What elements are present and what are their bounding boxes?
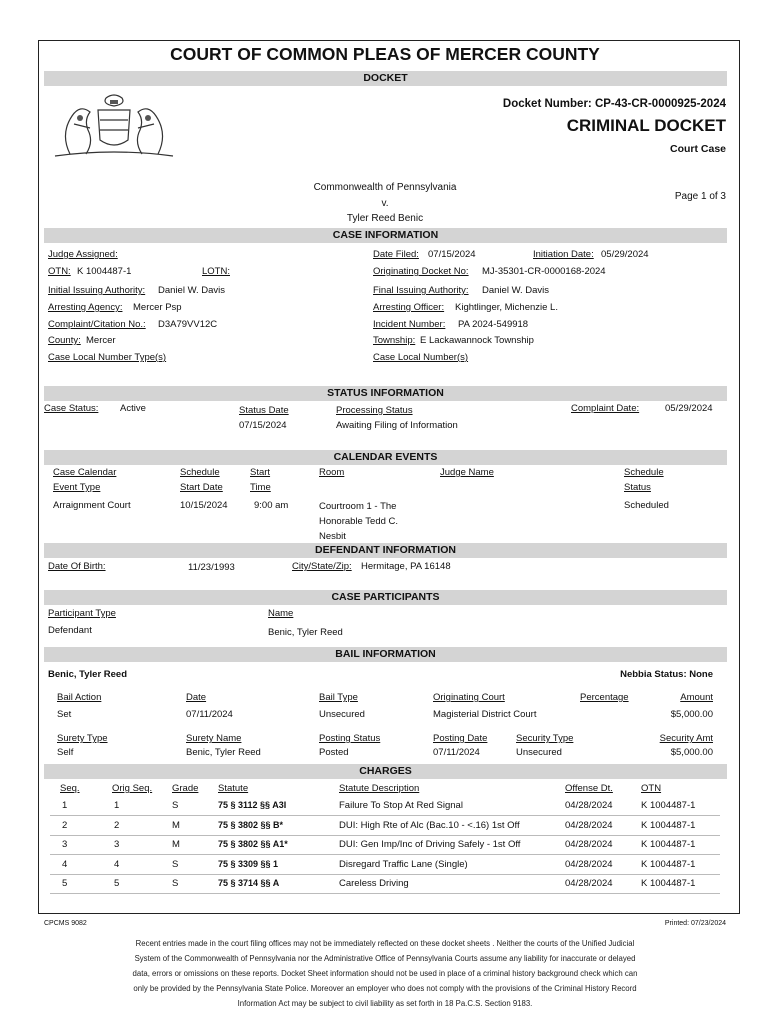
cal-room-3: Nesbit: [319, 531, 346, 542]
cal-room-2: Honorable Tedd C.: [319, 516, 399, 527]
case-status-value: Active: [120, 403, 146, 414]
charge-row-divider: [50, 854, 720, 855]
date-filed-value: 07/15/2024: [428, 249, 476, 260]
participants-bar: CASE PARTICIPANTS: [44, 590, 727, 605]
initiation-value: 05/29/2024: [601, 249, 649, 260]
court-case: Court Case: [669, 143, 726, 155]
township-label: Township:: [373, 335, 416, 346]
cal-h-start-1: Start: [250, 467, 271, 478]
bail-h-security-amt: Security Amt: [659, 733, 713, 744]
cal-status: Scheduled: [624, 500, 669, 511]
processing-label: Processing Status: [336, 405, 413, 416]
case-info-bar: CASE INFORMATION: [44, 228, 727, 243]
charge-orig: 3: [114, 839, 120, 850]
bail-h-date: Date: [186, 692, 207, 703]
cal-time: 9:00 am: [254, 500, 289, 511]
charge-seq: 2: [62, 819, 68, 831]
charges-h-otn: OTN: [641, 783, 662, 794]
charge-seq: 4: [62, 858, 68, 870]
bail-surety-name: Benic, Tyler Reed: [186, 747, 261, 758]
bail-h-security-type: Security Type: [516, 733, 574, 744]
charge-grade: S: [172, 858, 179, 870]
charge-row-divider: [50, 835, 720, 836]
county-value: Mercer: [86, 335, 116, 346]
charges-h-grade: Grade: [172, 783, 199, 794]
judge-label: Judge Assigned:: [48, 249, 118, 260]
status-date-value: 07/15/2024: [239, 420, 287, 431]
cal-h-judge: Judge Name: [440, 467, 494, 478]
bail-posting-status: Posted: [319, 747, 349, 758]
caption-line1: Commonwealth of Pennsylvania: [313, 182, 457, 193]
footer-line: only be provided by the Pennsylvania State Police. Moreover an employer who does not comply with the provisions of the Criminal History Record: [133, 984, 637, 993]
final-auth-value: Daniel W. Davis: [482, 285, 550, 296]
bail-surety-type: Self: [57, 747, 74, 758]
charge-grade: S: [172, 800, 179, 811]
docket-number: Docket Number: CP-43-CR-0000925-2024: [502, 98, 726, 110]
bail-h-posting-status: Posting Status: [319, 733, 381, 744]
charge-row-divider: [50, 893, 720, 894]
cal-room-1: Courtroom 1 - The: [319, 501, 397, 512]
calendar-bar: CALENDAR EVENTS: [44, 450, 727, 465]
cal-start-date: 10/15/2024: [180, 500, 228, 511]
dob-label: Date Of Birth:: [48, 561, 106, 572]
footer-form: CPCMS 9082: [44, 920, 87, 927]
charge-grade: M: [172, 819, 180, 831]
charge-statute: 75 § 3112 §§ A3I: [218, 800, 287, 810]
charges-h-statute: Statute: [218, 783, 249, 794]
status-info-bar: STATUS INFORMATION: [44, 386, 727, 401]
cal-h-room: Room: [319, 467, 345, 478]
arresting-officer-label: Arresting Officer:: [373, 302, 445, 313]
local-type-label: Case Local Number Type(s): [48, 352, 167, 363]
initiation-label: Initiation Date:: [533, 249, 594, 260]
cal-h-event-2: Event Type: [53, 482, 101, 493]
local-numbers-label: Case Local Number(s): [373, 352, 469, 363]
charges-bar: CHARGES: [44, 764, 727, 779]
city-label: City/State/Zip:: [292, 561, 352, 572]
bail-action: Set: [57, 709, 72, 720]
charge-statute: 75 § 3802 §§ B*: [218, 819, 284, 830]
charge-statute: 75 § 3802 §§ A1*: [218, 839, 288, 849]
otn-label: OTN:: [48, 266, 71, 277]
date-filed-label: Date Filed:: [373, 249, 419, 260]
charge-otn: K 1004487-1: [641, 878, 696, 889]
docket-bar: DOCKET: [44, 71, 727, 86]
charge-date: 04/28/2024: [565, 858, 613, 870]
complaint-date-label: Complaint Date:: [571, 403, 640, 414]
charge-orig: 5: [114, 878, 120, 889]
participant-type-value: Defendant: [48, 625, 92, 636]
bail-h-type: Bail Type: [319, 692, 358, 703]
charge-grade: M: [172, 839, 180, 850]
complaint-value: D3A79VV12C: [158, 319, 218, 330]
charge-row-divider: [50, 815, 720, 816]
charges-h-desc: Statute Description: [339, 783, 420, 794]
caption-line3: Tyler Reed Benic: [346, 213, 424, 224]
charge-desc: Disregard Traffic Lane (Single): [339, 858, 468, 870]
charge-date: 04/28/2024: [565, 819, 613, 831]
charge-date: 04/28/2024: [565, 839, 613, 850]
charge-grade: S: [172, 878, 179, 889]
arresting-agency-label: Arresting Agency:: [48, 302, 123, 313]
caption-v: v.: [381, 198, 389, 209]
charge-statute: 75 § 3714 §§ A: [218, 878, 280, 888]
cal-h-event-1: Case Calendar: [53, 467, 117, 478]
cal-h-status-2: Status: [624, 482, 651, 493]
bail-h-amount: Amount: [680, 692, 713, 703]
charge-otn: K 1004487-1: [641, 839, 696, 850]
bail-h-court: Originating Court: [433, 692, 505, 703]
charge-otn: K 1004487-1: [641, 819, 696, 831]
status-date-label: Status Date: [239, 405, 289, 416]
bail-amount: $5,000.00: [670, 709, 713, 720]
charge-desc: Failure To Stop At Red Signal: [339, 800, 463, 811]
township-value: E Lackawannock Township: [420, 335, 534, 346]
footer-line: Recent entries made in the court filing offices may not be immediately reflected on these docket sheets . Neither the courts of the Unified Judicial: [135, 939, 635, 948]
complaint-label: Complaint/Citation No.:: [48, 319, 146, 330]
page-indicator: Page 1 of 3: [674, 191, 726, 202]
nebbia-status: Nebbia Status: None: [620, 669, 713, 680]
cal-h-start-2: Time: [250, 482, 271, 493]
arresting-officer-value: Kightlinger, Michenzie L.: [455, 302, 558, 313]
bail-h-surety-name: Surety Name: [186, 733, 242, 744]
orig-docket-label: Originating Docket No:: [373, 266, 469, 277]
bail-court: Magisterial District Court: [433, 709, 537, 720]
charges-h-seq: Seq.: [60, 783, 80, 794]
arresting-agency-value: Mercer Psp: [133, 302, 182, 313]
charge-date: 04/28/2024: [565, 800, 613, 811]
footer-line: System of the Commonwealth of Pennsylvania nor the Administrative Office of Pennsylvania Courts assume any liability for inaccurate or delayed: [134, 954, 636, 963]
footer-disclaimer: [80, 936, 690, 1011]
charge-statute: 75 § 3309 §§ 1: [218, 858, 279, 869]
incident-value: PA 2024-549918: [458, 319, 529, 330]
bail-date: 07/11/2024: [186, 709, 233, 720]
orig-docket-value: MJ-35301-CR-0000168-2024: [482, 266, 606, 277]
case-status-label: Case Status:: [44, 403, 99, 414]
charge-seq: 5: [62, 878, 68, 889]
footer-line: data, errors or omissions on these reports. Docket Sheet information should not be used in place of a criminal history background check which can: [132, 969, 638, 978]
incident-label: Incident Number:: [373, 319, 446, 330]
bail-bar: BAIL INFORMATION: [44, 647, 727, 662]
charges-h-orig: Orig Seq.: [112, 783, 153, 794]
pennsylvania-seal-icon: [50, 94, 178, 160]
charge-row-divider: [50, 874, 720, 875]
charge-orig: 1: [114, 800, 120, 811]
processing-value: Awaiting Filing of Information: [336, 420, 458, 431]
charge-orig: 2: [114, 819, 120, 831]
initial-auth-label: Initial Issuing Authority:: [48, 285, 146, 296]
charge-desc: DUI: High Rte of Alc (Bac.10 - <.16) 1st Off: [339, 819, 520, 831]
final-auth-label: Final Issuing Authority:: [373, 285, 469, 296]
lotn-label: LOTN:: [202, 266, 230, 277]
bail-security-type: Unsecured: [516, 747, 562, 758]
charge-seq: 1: [62, 800, 68, 811]
footer-printed: Printed: 07/23/2024: [664, 920, 726, 927]
charges-h-offense: Offense Dt.: [565, 783, 613, 794]
charge-desc: DUI: Gen Imp/Inc of Driving Safely - 1st Off: [339, 839, 521, 850]
participant-name-value: Benic, Tyler Reed: [268, 627, 343, 638]
charge-otn: K 1004487-1: [641, 800, 696, 811]
charge-date: 04/28/2024: [565, 878, 613, 889]
bail-security-amt: $5,000.00: [670, 747, 713, 758]
bail-type: Unsecured: [319, 709, 365, 720]
cal-h-status-1: Schedule: [624, 467, 664, 478]
complaint-date-value: 05/29/2024: [665, 403, 713, 414]
charge-orig: 4: [114, 858, 120, 870]
doc-type: CRIMINAL DOCKET: [566, 116, 726, 135]
initial-auth-value: Daniel W. Davis: [158, 285, 226, 296]
bail-h-surety-type: Surety Type: [57, 733, 108, 744]
charge-desc: Careless Driving: [339, 878, 409, 889]
bail-posting-date: 07/11/2024: [433, 747, 480, 758]
city-value: Hermitage, PA 16148: [361, 561, 451, 572]
footer-line: Information Act may be subject to civil liability as set forth in 18 Pa.C.S. Section 9183.: [237, 999, 533, 1008]
bail-person: Benic, Tyler Reed: [48, 669, 128, 680]
cal-event: Arraignment Court: [53, 500, 131, 511]
cal-h-sched-1: Schedule: [180, 467, 220, 478]
charge-seq: 3: [62, 839, 68, 850]
bail-h-pct: Percentage: [580, 692, 629, 703]
otn-value: K 1004487-1: [77, 266, 132, 277]
county-label: County:: [48, 335, 81, 346]
participant-type-label: Participant Type: [48, 608, 116, 619]
bail-h-action: Bail Action: [57, 692, 102, 703]
charge-otn: K 1004487-1: [641, 858, 696, 870]
dob-value: 11/23/1993: [188, 562, 235, 573]
participant-name-label: Name: [268, 608, 294, 619]
bail-h-posting-date: Posting Date: [433, 733, 488, 744]
defendant-bar: DEFENDANT INFORMATION: [44, 543, 727, 558]
cal-h-sched-2: Start Date: [180, 482, 223, 493]
court-title: COURT OF COMMON PLEAS OF MERCER COUNTY: [170, 44, 600, 64]
